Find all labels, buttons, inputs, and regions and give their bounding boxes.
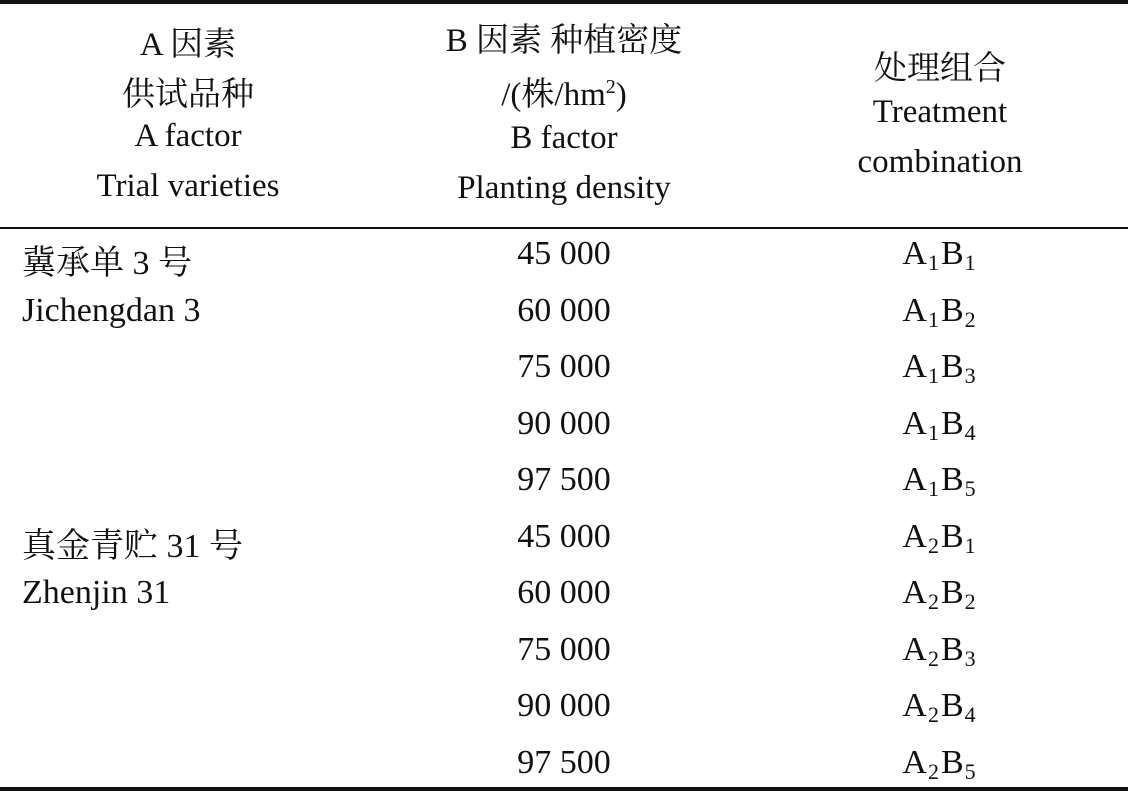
density-cell: 75 000	[517, 630, 611, 668]
density-cell: 97 500	[517, 461, 611, 498]
treatment-cell	[752, 405, 1128, 446]
factor-b-level: 2	[964, 589, 976, 614]
table-row	[0, 512, 1128, 568]
factor-a: A	[902, 630, 927, 668]
factor-b: B	[940, 574, 964, 611]
factor-b: B	[940, 687, 964, 724]
header-col-c-line: Treatment	[872, 94, 1008, 130]
factor-a: A	[902, 687, 927, 724]
factor-b-level: 1	[964, 250, 976, 275]
factor-a: A	[902, 348, 927, 385]
factor-b-level: 4	[964, 702, 976, 727]
factor-b-level: 4	[964, 419, 976, 445]
table-row	[0, 342, 1128, 398]
header-col-a-line: A 因素	[139, 27, 237, 63]
table-row	[0, 399, 1128, 455]
factor-a: A	[902, 404, 927, 442]
unit-close: )	[615, 77, 627, 113]
factor-b-level: 1	[964, 532, 976, 558]
factor-a: A	[902, 461, 927, 498]
density-cell: 75 000	[517, 348, 611, 385]
factor-a-level: 1	[927, 363, 939, 388]
header-col-b-line: B factor	[510, 120, 618, 156]
treatment-cell	[752, 292, 1128, 333]
header-col-b-line: B 因素 种植密度	[445, 23, 683, 59]
factor-b: B	[940, 348, 964, 385]
unit-text: /(株/hm	[501, 77, 606, 113]
header-col-density	[376, 0, 752, 227]
header-col-treatment	[752, 0, 1128, 227]
treatment-cell	[752, 744, 1128, 785]
density-cell: 45 000	[517, 235, 611, 272]
factor-a: A	[902, 517, 927, 555]
factor-b: B	[940, 291, 964, 329]
factor-a: A	[902, 291, 927, 329]
treatment-cell	[752, 687, 1128, 728]
treatment-cell	[752, 518, 1128, 559]
header-col-c-line: combination	[857, 144, 1023, 180]
table-bottom-rule	[0, 787, 1128, 791]
table-row	[0, 229, 1128, 285]
unit-superscript: 2	[605, 76, 616, 98]
treatment-cell	[752, 574, 1128, 615]
factor-b: B	[940, 461, 964, 498]
header-col-a-line: A factor	[134, 118, 242, 154]
variety-cell: Zhenjin 31	[22, 574, 171, 611]
factor-a-level: 2	[927, 758, 939, 784]
variety-cell: 冀承单 3 号	[22, 245, 192, 282]
header-col-b-unit	[376, 68, 752, 115]
factor-b-level: 5	[964, 758, 976, 784]
header-col-c-line: 处理组合	[874, 51, 1006, 87]
table-row	[0, 286, 1128, 342]
factor-b-level: 5	[964, 476, 976, 501]
factor-a-level: 2	[927, 532, 939, 558]
header-col-a-line: Trial varieties	[96, 168, 280, 204]
table-row	[0, 568, 1128, 624]
table-row	[0, 738, 1128, 794]
factor-a-level: 2	[927, 645, 939, 671]
factor-a-level: 1	[927, 419, 939, 445]
table-row	[0, 455, 1128, 511]
factor-b: B	[940, 517, 964, 555]
treatment-cell	[752, 631, 1128, 672]
density-cell: 45 000	[517, 517, 611, 555]
factor-a-level: 2	[927, 702, 939, 727]
factor-a-level: 1	[927, 476, 939, 501]
variety-cell: 真金青贮 31 号	[22, 527, 243, 565]
header-col-a-line: 供试品种	[122, 77, 254, 113]
header-col-b-line: Planting density	[457, 170, 671, 206]
factor-b-level: 3	[964, 645, 976, 671]
table-row	[0, 625, 1128, 681]
factor-a: A	[902, 235, 927, 272]
factor-b: B	[940, 235, 964, 272]
density-cell: 97 500	[517, 743, 611, 781]
factor-a-level: 1	[927, 250, 939, 275]
header-col-variety	[0, 0, 376, 227]
density-cell: 60 000	[517, 574, 611, 611]
treatment-cell	[752, 235, 1128, 276]
factor-b: B	[940, 743, 964, 781]
factor-b-level: 2	[964, 306, 976, 332]
treatment-cell	[752, 461, 1128, 502]
treatment-cell	[752, 348, 1128, 389]
factor-a: A	[902, 574, 927, 611]
factor-b-level: 3	[964, 363, 976, 388]
factor-b: B	[940, 404, 964, 442]
variety-cell: Jichengdan 3	[22, 291, 201, 329]
factor-b: B	[940, 630, 964, 668]
density-cell: 90 000	[517, 404, 611, 442]
density-cell: 90 000	[517, 687, 611, 724]
factor-a: A	[902, 743, 927, 781]
factor-a-level: 2	[927, 589, 939, 614]
table-row	[0, 681, 1128, 737]
factor-a-level: 1	[927, 306, 939, 332]
density-cell: 60 000	[517, 291, 611, 329]
